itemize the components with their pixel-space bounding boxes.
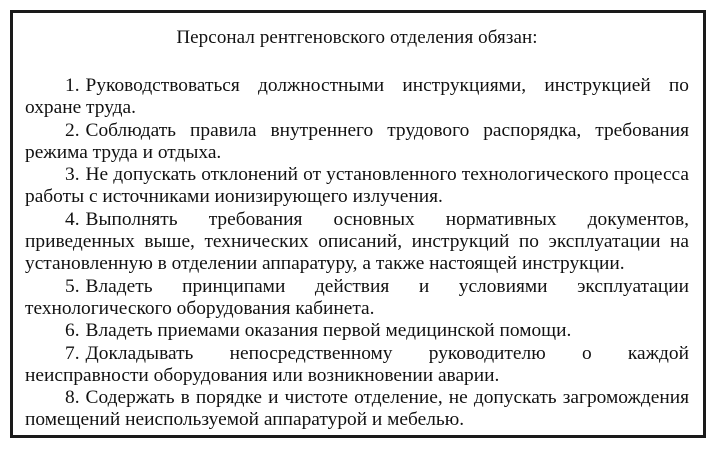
- list-item: [25, 75, 689, 120]
- list-item: [25, 387, 689, 432]
- item-text: Не допускать отклонений от установленного технологического процесса работы с источниками ионизирующего излучения.: [25, 164, 689, 208]
- item-text: Соблюдать правила внутреннего трудового распорядка, требования режима труда и отдыха.: [25, 119, 689, 163]
- item-text: Владеть принципами действия и условиями эксплуатации технологического оборудования кабинета.: [25, 275, 689, 319]
- item-text: Содержать в порядке и чистоте отделение, не допускать загромождения помещений неиспользуемой аппаратурой и мебелью.: [25, 387, 689, 431]
- list-item: [25, 209, 689, 276]
- duties-list: [25, 75, 689, 432]
- item-text: Выполнять требования основных нормативных документов, приведенных выше, технических описаний, инструкций по эксплуатации на установленную в отделении аппаратуру, а также настоящей инструкции.: [25, 208, 689, 275]
- item-number: 5.: [65, 275, 80, 297]
- document-title: Персонал рентгеновского отделения обязан:: [176, 27, 538, 48]
- item-number: 6.: [65, 320, 80, 342]
- list-item: [25, 120, 689, 165]
- list-item: [25, 164, 689, 209]
- list-item: [25, 320, 689, 342]
- item-number: 7.: [65, 342, 80, 364]
- item-number: 8.: [65, 387, 80, 409]
- item-number: 3.: [65, 164, 80, 186]
- item-number: 1.: [65, 75, 80, 96]
- list-item: [25, 343, 689, 388]
- item-text: Руководствоваться должностными инструкциями, инструкцией по охране труда.: [25, 75, 689, 119]
- item-text: Владеть приемами оказания первой медицинской помощи.: [85, 320, 572, 342]
- item-number: 2.: [65, 119, 80, 141]
- item-number: 4.: [65, 208, 80, 230]
- item-text: Докладывать непосредственному руководителю о каждой неисправности оборудования или возникновении аварии.: [25, 342, 689, 386]
- document-frame: [10, 10, 706, 438]
- list-item: [25, 276, 689, 321]
